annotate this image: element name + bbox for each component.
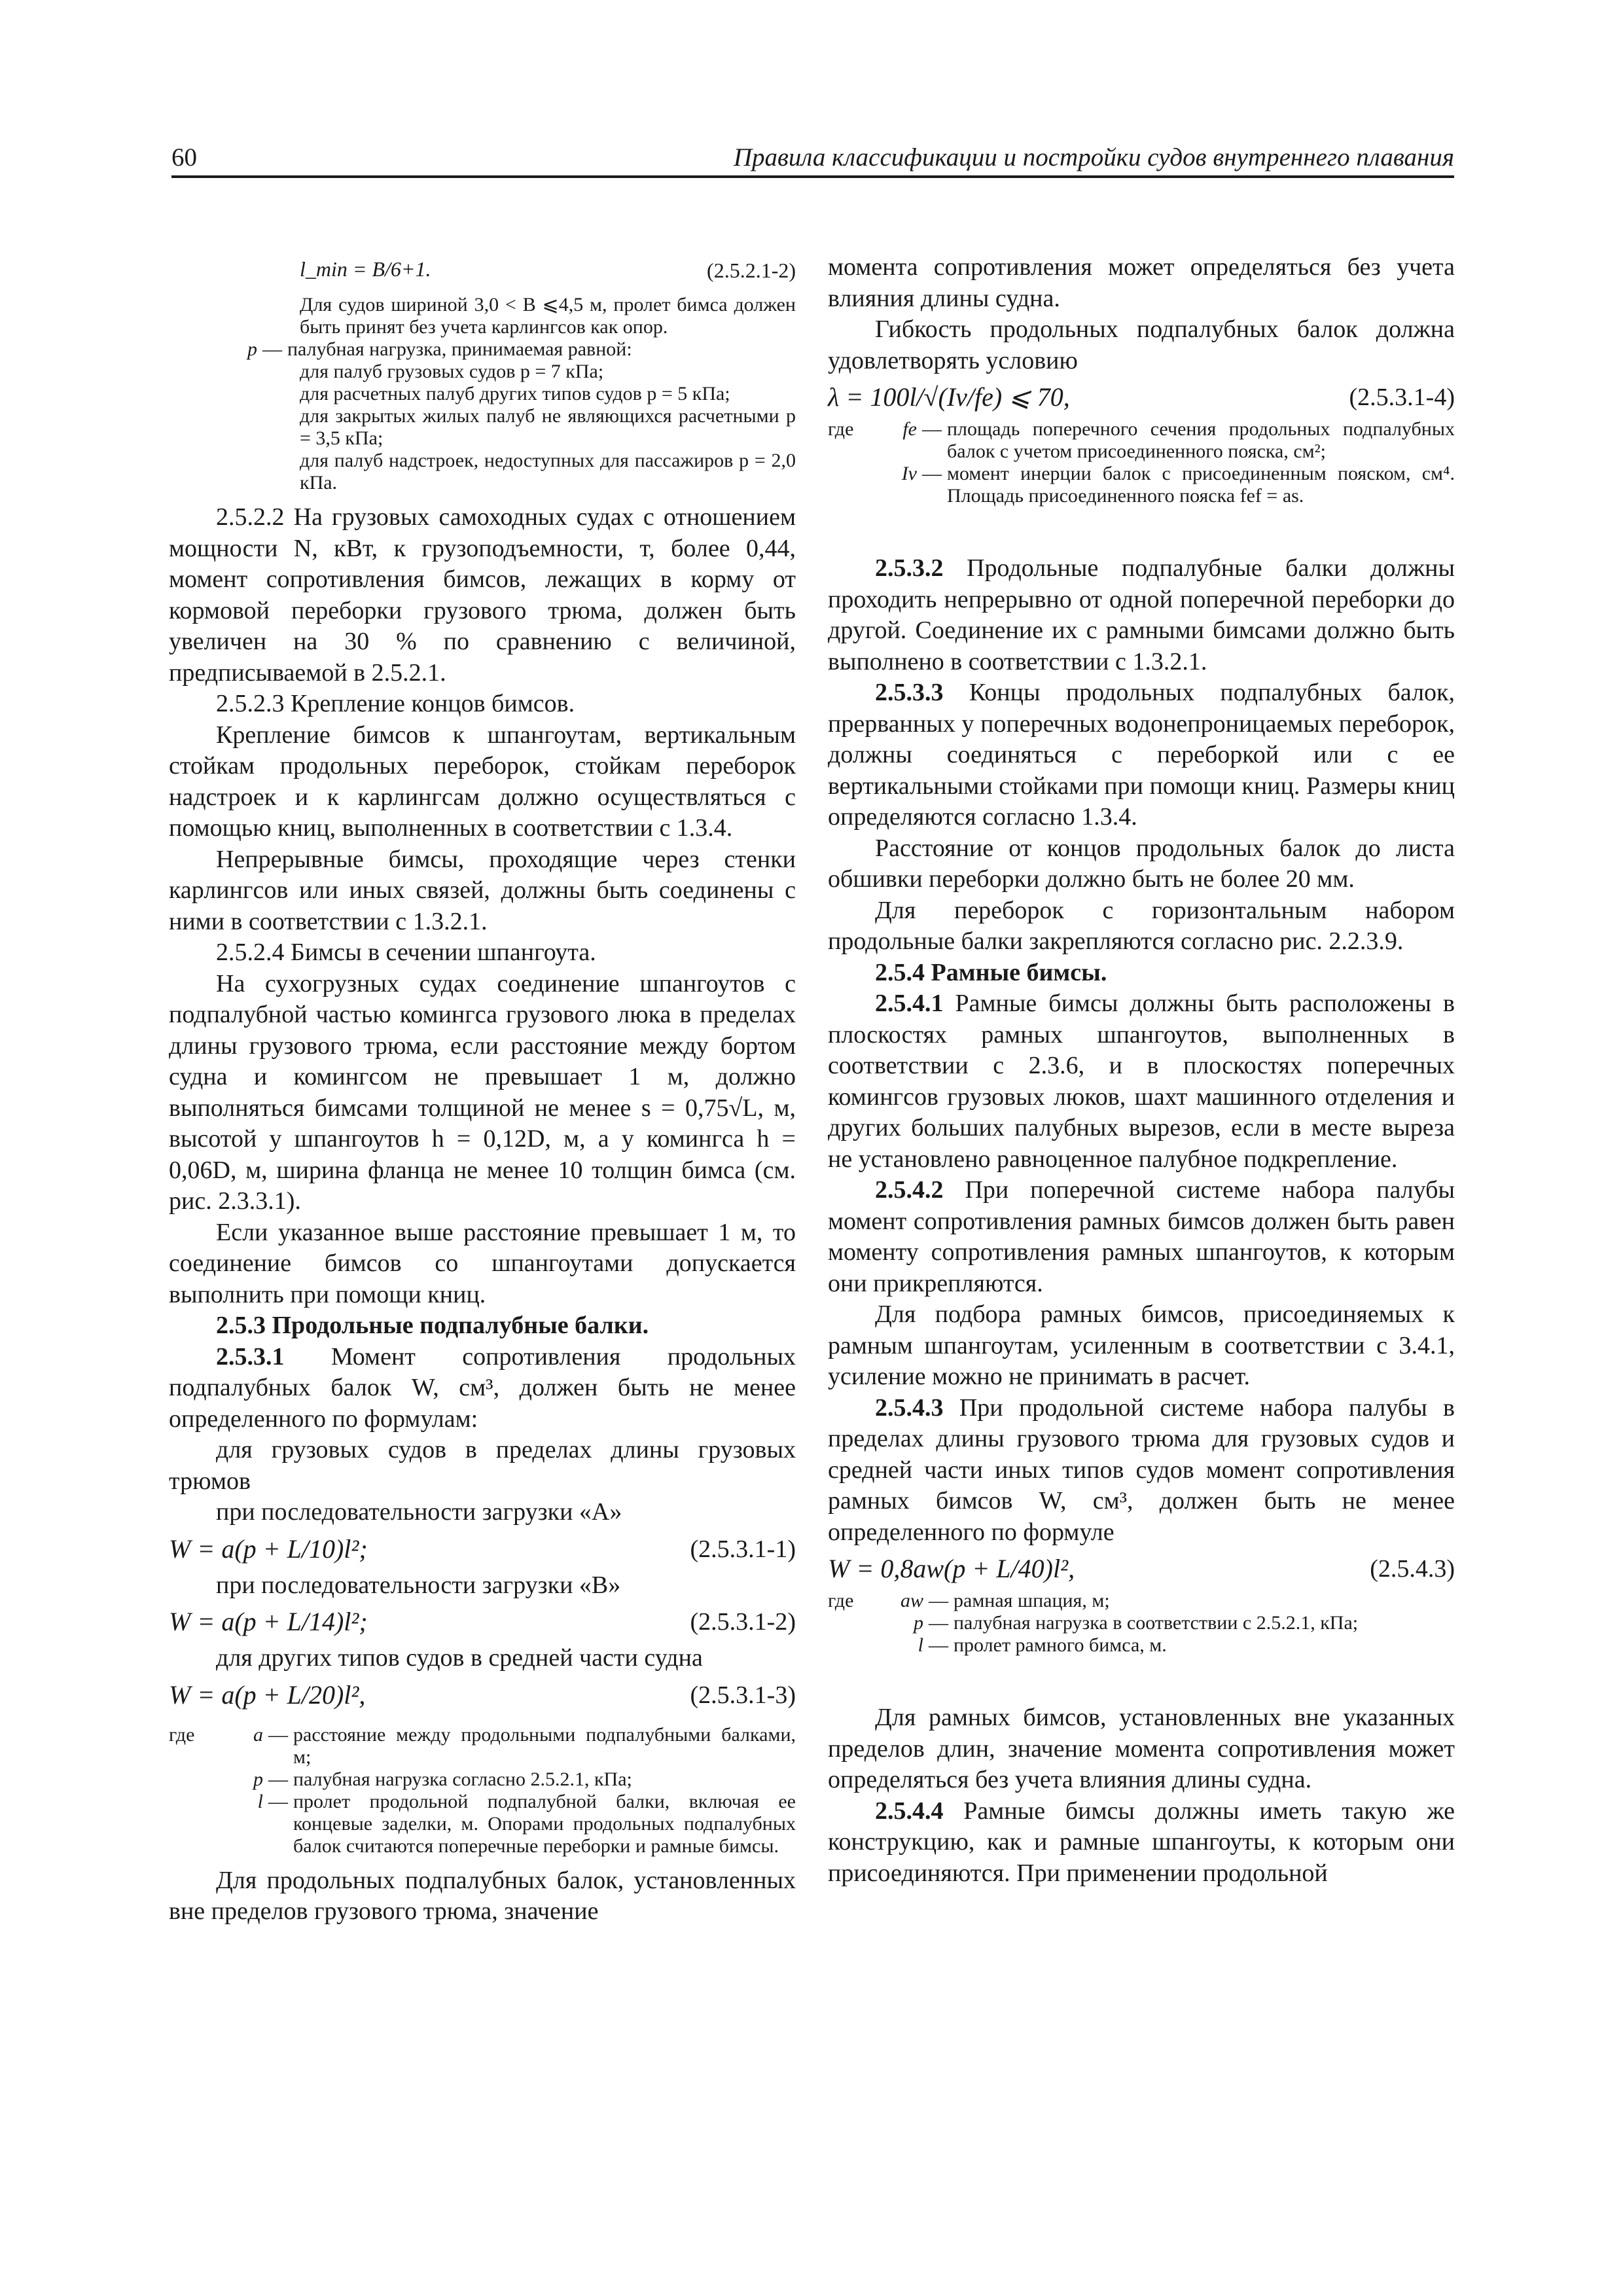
sequence-b: при последовательности загрузки «В» xyxy=(216,1571,621,1599)
where-iv-symbol: Iv xyxy=(901,463,917,484)
formula-2543 xyxy=(828,1548,1455,1590)
section-2524-para-1 xyxy=(169,969,796,1217)
where-block-right-2 xyxy=(828,1590,1455,1657)
section-2532-text: Продольные подпалубные балки должны проходить непрерывно от одной поперечной переборки до другой. Соединение их с рамными бимсами должно быть выполнено в соответствии с 1.3.2.1. xyxy=(828,554,1455,675)
p-definition: p — палубная нагрузка, принимаемая равной: xyxy=(169,338,796,361)
where-p-right: p — палубная нагрузка в соответствии с 2.5.2.1, кПа; xyxy=(828,1612,1455,1634)
p-line-2: для расчетных палуб других типов судов p = 5 кПа; xyxy=(300,383,730,404)
where-block-right-1 xyxy=(828,418,1455,507)
section-2532-number: 2.5.3.2 xyxy=(875,554,944,582)
formula-2531-3-number: (2.5.3.1-3) xyxy=(690,1681,796,1709)
p-line-1: для палуб грузовых судов p = 7 кПа; xyxy=(300,361,604,382)
where-l: l — пролет продольной подпалубной балки, включая ее концевые заделки, м. Опорами продольных подпалубных балок считаются поперечные переборки и рамные бимсы. xyxy=(169,1791,796,1857)
section-2541-text: Рамные бимсы должны быть расположены в плоскостях рамных шпангоутов, выполненных в соответствии с 2.3.6, и в плоскостях поперечных комингсов грузовых люков, шахт машинного отделения и других больших палубных вырезов, если в месте выреза не установлено равноценное палубное подкрепление. xyxy=(828,990,1455,1173)
section-2524-para-1b: s = 0,75√L, м, высотой у шпангоутов h = 0,12D, м, а у комингса h = 0,06D, м, ширина фланца не менее 10 толщин бимса (см. рис. 2.3.3.1). xyxy=(169,1094,796,1215)
section-2543-para-2: Для рамных бимсов, установленных вне указанных пределов длин, значение момента сопротивления может определяться без учета влияния длины судна. xyxy=(828,1704,1455,1793)
where-iv-text: момент инерции балок с присоединенным пояском, см⁴. Площадь присоединенного пояска fef = as. xyxy=(947,463,1455,507)
where-label-right-2: где xyxy=(828,1590,854,1611)
where-label: где xyxy=(169,1723,195,1746)
formula-lmin-number: (2.5.2.1-2) xyxy=(707,259,796,282)
where-a: a — расстояние между продольными подпалубными балками, м; xyxy=(169,1724,796,1768)
section-2531-end: Для продольных подпалубных балок, установленных вне пределов грузового трюма, значение xyxy=(169,1866,796,1925)
section-2541-number: 2.5.4.1 xyxy=(875,990,944,1017)
formula-lmin xyxy=(169,252,796,294)
where-p-text: палубная нагрузка согласно 2.5.2.1, кПа; xyxy=(293,1768,632,1790)
where-label-right-1: где xyxy=(828,418,854,440)
section-2531-cargo: для грузовых судов в пределах длины грузовых трюмов xyxy=(169,1436,796,1495)
section-2533-text: Концы продольных подпалубных балок, прерванных у поперечных водонепроницаемых переборок, должны соединяться с переборкой или с ее вертикальными стойками при помощи книц. Размеры книц определяются согласно 1.3.4. xyxy=(828,679,1455,831)
section-254-number: 2.5.4 xyxy=(875,958,925,986)
where-fe: fe — площадь поперечного сечения продольных подпалубных балок с учетом присоединенного пояска, см²; xyxy=(828,418,1455,463)
section-2523-para-1: Крепление бимсов к шпангоутам, вертикальным стойкам продольных переборок, стойкам переборок надстроек и к карлингсам должно осуществляться с помощью книц, выполненных в соответствии с 1.3.4. xyxy=(169,721,796,842)
section-2522-text: На грузовых самоходных судах с отношением мощности N, кВт, к грузоподъемности, т, более 0,44, момент сопротивления бимсов, лежащих в корму от кормовой переборки грузового трюма, должен быть увеличен на 30 % по сравнению с величиной, предписываемой в 2.5.2.1. xyxy=(169,503,796,687)
section-2541 xyxy=(828,988,1455,1175)
right-column xyxy=(828,252,1455,1889)
section-2544-number: 2.5.4.4 xyxy=(875,1797,944,1825)
where-p-right-text: палубная нагрузка в соответствии с 2.5.2.1, кПа; xyxy=(954,1612,1359,1634)
section-2531 xyxy=(169,1342,796,1435)
where-l-symbol: l xyxy=(257,1790,263,1812)
section-2523-para-2: Непрерывные бимсы, проходящие через стенки карлингсов или иных связей, должны быть соединены с ними в соответствии с 1.3.2.1. xyxy=(169,845,796,935)
section-2542-text: При поперечной системе набора палубы момент сопротивления рамных бимсов должен быть равен моменту сопротивления рамных шпангоутов, к которым они прикрепляются. xyxy=(828,1176,1455,1297)
section-2543 xyxy=(828,1393,1455,1549)
section-2523-number: 2.5.2.3 xyxy=(216,690,285,717)
where-p: p — палубная нагрузка согласно 2.5.2.1, кПа; xyxy=(169,1768,796,1791)
formula-2531-1 xyxy=(169,1528,796,1570)
formula-2531-2 xyxy=(169,1601,796,1643)
section-2533-para-2: Расстояние от концов продольных балок до листа обшивки переборки должно быть не более 20 мм. xyxy=(828,834,1455,893)
formula-2543-number: (2.5.4.3) xyxy=(1370,1555,1455,1583)
formula-2543-text: W = 0,8aw(p + L/40)l², xyxy=(828,1554,1075,1583)
formula-2531-1-number: (2.5.3.1-1) xyxy=(690,1535,796,1563)
where-a-text: расстояние между продольными подпалубными балками, м; xyxy=(293,1723,796,1768)
section-2544 xyxy=(828,1796,1455,1890)
section-2531-text: Момент сопротивления продольных подпалубных балок W, см³, должен быть не менее определенного по формулам: xyxy=(169,1342,796,1433)
page-number: 60 xyxy=(171,143,197,171)
formula-2531-1-text: W = a(p + L/10)l²; xyxy=(169,1534,368,1564)
section-2532 xyxy=(828,553,1455,677)
section-2533 xyxy=(828,677,1455,833)
sequence-a: при последовательности загрузки «А» xyxy=(216,1498,622,1526)
left-column xyxy=(169,252,796,1928)
where-aw-text: рамная шпация, м; xyxy=(954,1590,1110,1611)
where-l-right-text: пролет рамного бимса, м. xyxy=(954,1634,1167,1656)
section-2533-para-3: Для переборок с горизонтальным набором продольные балки закрепляются согласно рис. 2.2.3.9. xyxy=(828,896,1455,955)
section-2524-para-2: Если указанное выше расстояние превышает 1 м, то соединение бимсов со шпангоутами допускается выполнить при помощи книц. xyxy=(169,1218,796,1308)
section-2523-title: Крепление концов бимсов. xyxy=(291,690,575,717)
formula-2531-4-text: λ = 100l/√(Iv/fe) ⩽ 70, xyxy=(828,382,1070,412)
section-2524-number: 2.5.2.4 xyxy=(216,939,285,966)
where-p-symbol: p xyxy=(253,1768,263,1790)
where-aw-symbol: aw xyxy=(900,1590,923,1611)
section-2544-text: Рамные бимсы должны иметь такую же конструкцию, как и рамные шпангоуты, к которым они присоединяются. При применении продольной xyxy=(828,1797,1455,1887)
section-253 xyxy=(169,1310,796,1342)
note-width: Для судов шириной 3,0 < B ⩽4,5 м, пролет бимса должен быть принят без учета карлингсов как опор. xyxy=(300,294,796,338)
section-2533-number: 2.5.3.3 xyxy=(875,679,944,706)
section-2522 xyxy=(169,502,796,689)
section-2524 xyxy=(169,937,796,969)
running-title: Правила классификации и постройки судов внутреннего плавания xyxy=(733,143,1454,171)
where-iv: Iv — момент инерции балок с присоединенным пояском, см⁴. Площадь присоединенного пояска fef = as. xyxy=(828,463,1455,507)
header-rule xyxy=(171,175,1454,178)
where-aw: aw — рамная шпация, м; xyxy=(828,1590,1455,1612)
formula-2531-3-text: W = a(p + L/20)l², xyxy=(169,1679,366,1710)
right-continuation: момента сопротивления может определяться без учета влияния длины судна. xyxy=(828,253,1455,312)
where-fe-text: площадь поперечного сечения продольных подпалубных балок с учетом присоединенного пояска, см²; xyxy=(947,418,1455,462)
section-2543-text: При продольной системе набора палубы в пределах длины грузового трюма для грузовых судов и средней части иных типов судов момент сопротивления рамных бимсов W, см³, должен быть не менее определенного по формуле xyxy=(828,1393,1455,1546)
section-2524-title: Бимсы в сечении шпангоута. xyxy=(291,939,596,966)
where-fe-symbol: fe xyxy=(902,418,917,440)
section-253-number: 2.5.3 xyxy=(216,1312,266,1339)
section-2542 xyxy=(828,1175,1455,1299)
formula-2531-2-number: (2.5.3.1-2) xyxy=(690,1608,796,1636)
where-l-right-symbol: l xyxy=(918,1634,923,1656)
section-2542-number: 2.5.4.2 xyxy=(875,1176,944,1204)
p-definition-text: палубная нагрузка, принимаемая равной: xyxy=(287,338,632,360)
p-line-4: для палуб надстроек, недоступных для пассажиров p = 2,0 кПа. xyxy=(300,450,796,493)
where-l-text: пролет продольной подпалубной балки, включая ее концевые заделки, м. Опорами продольных подпалубных балок считаются поперечные переборки и рамные бимсы. xyxy=(293,1790,796,1857)
section-254-title: Рамные бимсы. xyxy=(931,958,1107,986)
section-2522-number: 2.5.2.2 xyxy=(216,503,285,531)
where-l-right: l — пролет рамного бимса, м. xyxy=(828,1634,1455,1657)
section-253-title: Продольные подпалубные балки. xyxy=(272,1312,649,1339)
p-line-3: для закрытых жилых палуб не являющихся расчетными p = 3,5 кПа; xyxy=(300,405,796,449)
section-2542-para-2: Для подбора рамных бимсов, присоединяемых к рамным шпангоутам, усиленным в соответствии с 3.4.1, усиление можно не принимать в расчет. xyxy=(828,1300,1455,1390)
section-2543-number: 2.5.4.3 xyxy=(875,1393,944,1422)
where-a-symbol: a xyxy=(253,1723,263,1746)
formula-2531-2-text: W = a(p + L/14)l²; xyxy=(169,1607,368,1636)
formula-2531-3 xyxy=(169,1674,796,1716)
formula-2531-4-number: (2.5.3.1-4) xyxy=(1349,384,1455,411)
flexibility: Гибкость продольных подпалубных балок должна удовлетворять условию xyxy=(828,315,1455,374)
section-2523 xyxy=(169,689,796,720)
where-block-left xyxy=(169,1724,796,1857)
section-2524-para-1a: На сухогрузных судах соединение шпангоутов с подпалубной частью комингса грузового люка в пределах длины грузового трюма, если расстояние между бортом судна и комингсом не превышает 1 м, должно выполняться бимсами толщиной не менее xyxy=(169,969,796,1122)
formula-2531-4 xyxy=(828,376,1455,418)
section-2531-number: 2.5.3.1 xyxy=(216,1342,285,1371)
p-symbol: p xyxy=(247,338,257,360)
section-254 xyxy=(828,958,1455,989)
other-ships: для других типов судов в средней части судна xyxy=(216,1644,703,1672)
formula-lmin-text: l_min = B/6+1. xyxy=(300,257,431,281)
where-p-right-symbol: p xyxy=(914,1612,923,1634)
